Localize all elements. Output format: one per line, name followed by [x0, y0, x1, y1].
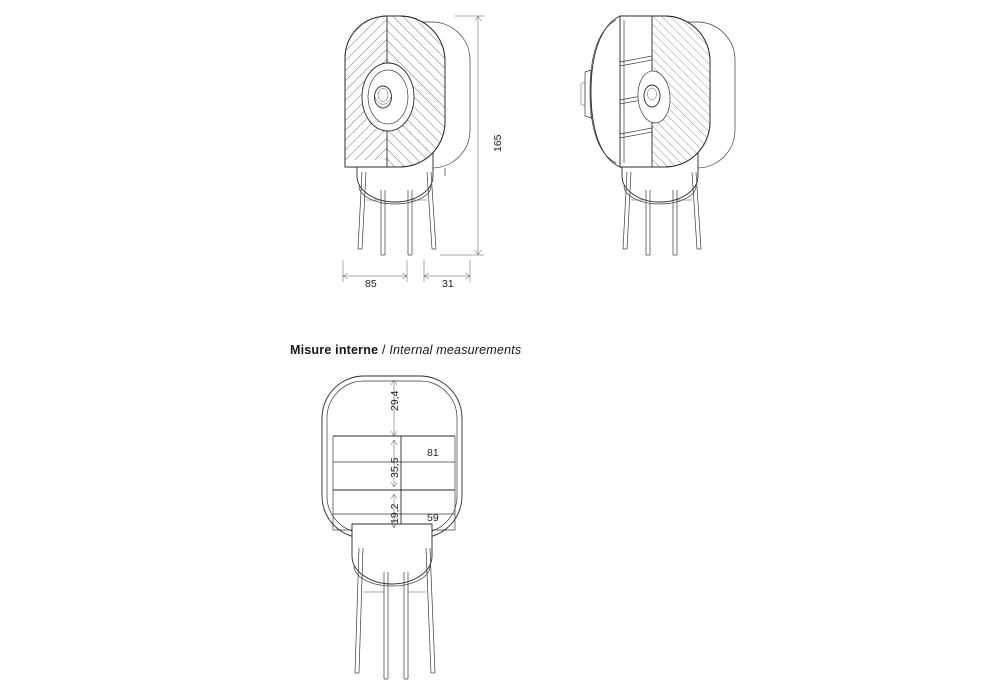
caption-separator: /: [381, 343, 386, 357]
dimension-height-165: [440, 16, 484, 255]
dimension-label-middle-shelf-width: 81: [427, 447, 439, 459]
caption-italian: Misure interne: [290, 343, 379, 357]
dimension-label-bottom-compartment: 19,2: [389, 503, 401, 524]
dimension-label-top-compartment: 29,4: [389, 390, 401, 411]
dimension-label-middle-compartment: 35,5: [389, 457, 401, 478]
dimension-label-width: 85: [365, 278, 377, 290]
front-view-group: [340, 10, 484, 282]
internal-measurements-caption: [290, 343, 521, 357]
internal-lower-basin: [352, 524, 432, 586]
dimension-label-height: 165: [492, 134, 504, 152]
internal-view-group: [322, 376, 462, 679]
dimension-label-bottom-shelf-width: 59: [427, 512, 439, 524]
open-door-panel: [581, 16, 620, 167]
caption-english: Internal measurements: [389, 343, 522, 357]
dimension-label-depth: 31: [442, 278, 454, 290]
open-view-group: [581, 10, 735, 255]
front-handle-detail: [362, 63, 414, 131]
